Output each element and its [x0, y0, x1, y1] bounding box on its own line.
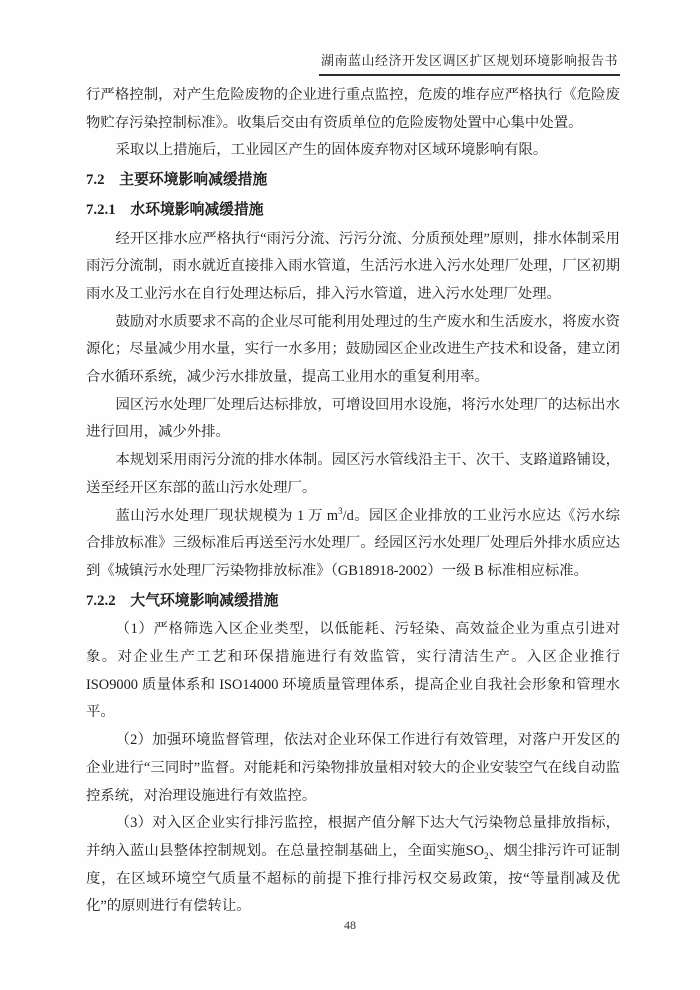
text-run: （2）加强环境监督管理，依法对企业环保工作进行有效管理，对落户开发区的企业进行“三同时”监督。对能耗和污染物排放量相对较大的企业安装空气在线自动监控系统，对治理设施进行有效监控。 [86, 732, 620, 804]
page-header-title: 湖南蓝山经济开发区调区扩区规划环境影响报告书 [319, 50, 620, 76]
text-run: 本规划采用雨污分流的排水体制。园区污水管线沿主干、次干、支路道路铺设，送至经开区东部的蓝山污水处理厂。 [86, 452, 620, 496]
text-run: /d。园区企业排放的工业污水应达《污水综合排放标准》三级标准后再送至污水处理厂。经园区污水处理厂处理后外排水质应达到《城镇污水处理厂污染物排放标准》（GB18918-2002）一级 B 标准相应标准。 [86, 507, 620, 579]
page-number: 48 [344, 918, 356, 932]
paragraph-hazardous-waste-continued [86, 82, 620, 137]
text-run: 园区污水处理厂处理后达标排放，可增设回用水设施，将污水处理厂的达标出水进行回用，减少外排。 [86, 396, 620, 441]
text-run: 采取以上措施后，工业园区产生的固体废弃物对区域环境影响有限。 [115, 142, 548, 159]
paragraph-treated-water-reuse [86, 392, 620, 447]
subscript: 2 [484, 850, 489, 861]
document-body [86, 82, 620, 921]
heading-7-2-1 [86, 197, 620, 225]
text-run: 蓝山污水处理厂现状规模为 1 万 m [115, 507, 339, 524]
paragraph-air-measure-3 [86, 810, 620, 921]
paragraph-treatment-plant-capacity [86, 503, 620, 586]
superscript: 3 [338, 505, 343, 516]
paragraph-air-measure-1 [86, 616, 620, 727]
text-run: （1）严格筛选入区企业类型，以低能耗、污轻染、高效益企业为重点引进对象。对企业生产工艺和环保措施进行有效监管，实行清洁生产。入区企业推行 ISO9000 质量体系和 ISO14000 环境质量管理体系，提高企业自我社会形象和管理水平。 [86, 621, 620, 721]
text-run: 7.2 主要环境影响减缓措施 [86, 172, 268, 189]
text-run: 鼓励对水质要求不高的企业尽可能利用处理过的生产废水和生活废水，将废水资源化；尽量减少用水量，实行一水多用；鼓励园区企业改进生产技术和设备，建立闭合水循环系统，减少污水排放量，提高工业用水的重复利用率。 [86, 313, 620, 386]
text-run: 7.2.2 大气环境影响减缓措施 [86, 592, 279, 609]
paragraph-air-measure-2 [86, 727, 620, 810]
text-run: 7.2.1 水环境影响减缓措施 [86, 201, 264, 218]
text-run: 、烟尘排污许可证制度，在区域环境空气质量不超标的前提下推行排污权交易政策，按“等量削减及优化”的原则进行有偿转让。 [86, 842, 620, 915]
text-run: 经开区排水应严格执行“雨污分流、污污分流、分质预处理”原则，排水体制采用雨污分流制，雨水就近直接排入雨水管道，生活污水进入污水处理厂处理，厂区初期雨水及工业污水在自行处理达标后，排入污水管道，进入污水处理厂处理。 [86, 230, 620, 302]
paragraph-water-reuse-encouragement [86, 309, 620, 392]
paragraph-sewage-pipeline [86, 447, 620, 502]
text-run: （3）对入区企业实行排污监控，根据产值分解下达大气污染物总量排放指标，并纳入蓝山县整体控制规划。在总量控制基础上，全面实施SO [86, 815, 620, 859]
text-run: 行严格控制，对产生危险废物的企业进行重点监控，危废的堆存应严格执行《危险废物贮存污染控制标准》。收集后交由有资质单位的危险废物处置中心集中处置。 [86, 87, 620, 131]
paragraph-drainage-system [86, 226, 620, 309]
paragraph-solid-waste-conclusion [86, 137, 620, 165]
heading-7-2 [86, 167, 620, 195]
heading-7-2-2 [86, 588, 620, 616]
